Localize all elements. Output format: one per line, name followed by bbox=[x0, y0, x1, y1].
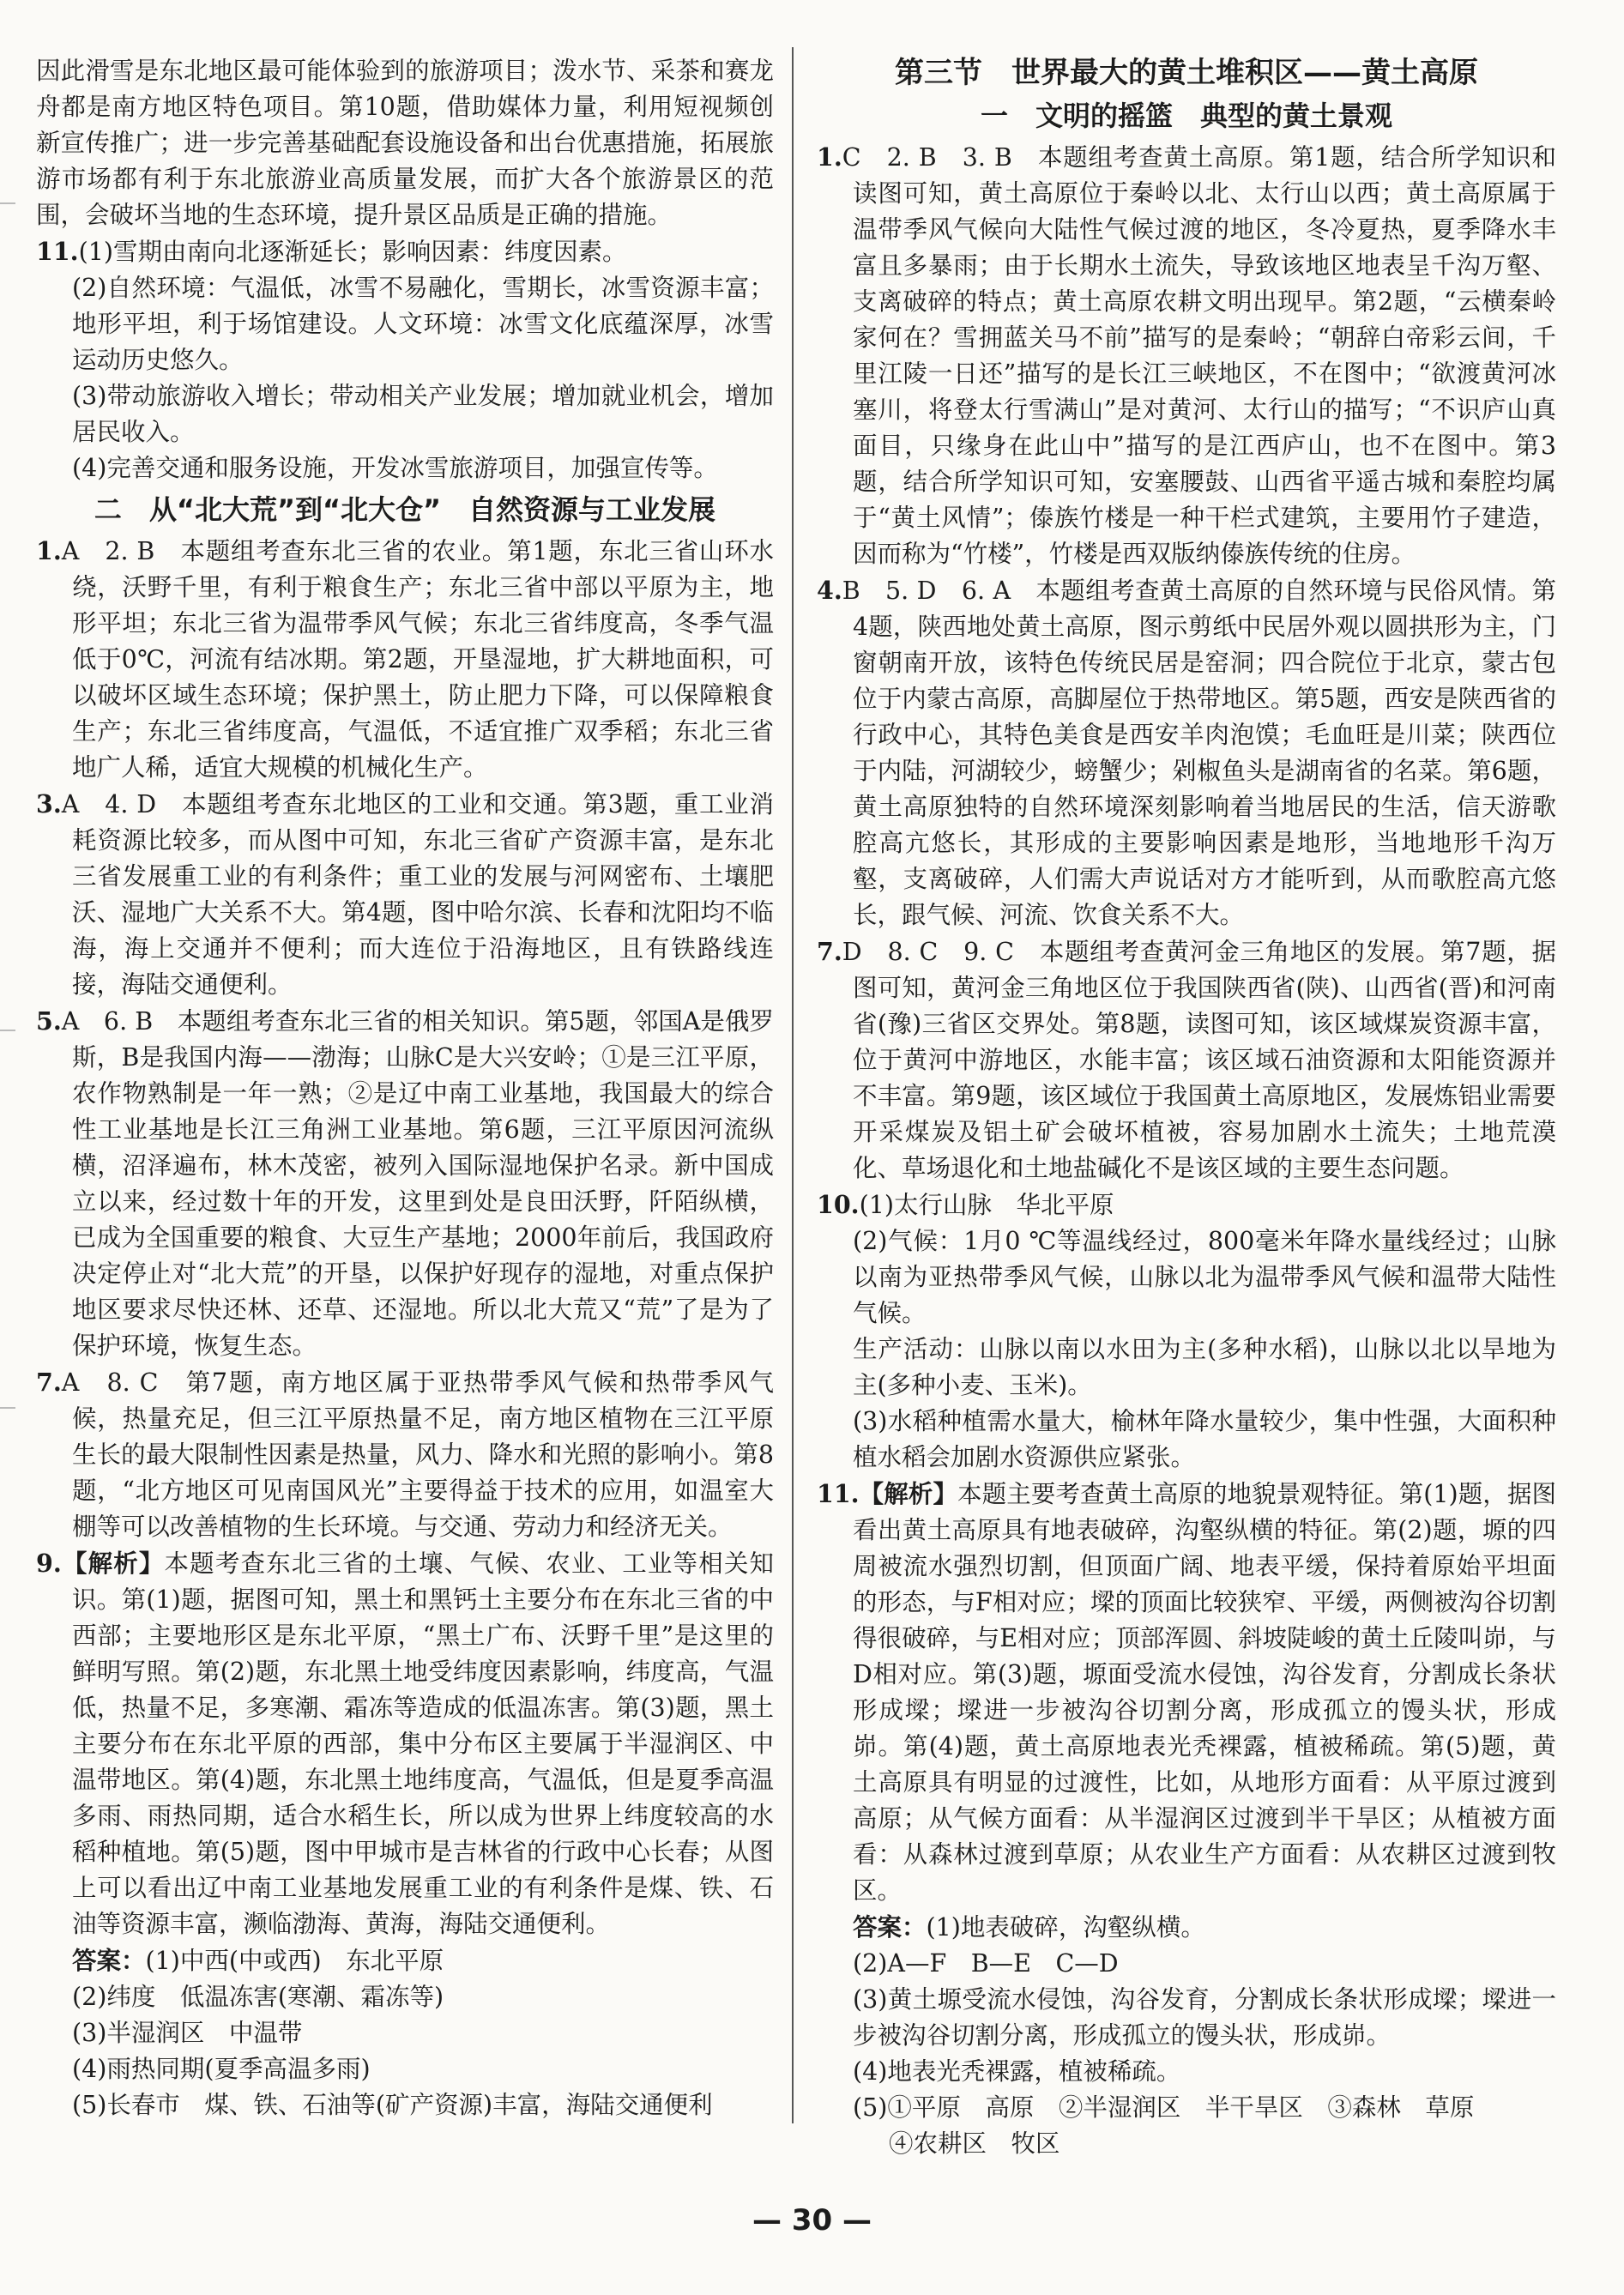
binding-mark bbox=[0, 1030, 15, 1042]
answer-item bbox=[817, 933, 1556, 1187]
column-divider bbox=[792, 47, 794, 2123]
item-number: 10. bbox=[817, 1190, 860, 1219]
sub-answer: (4)地表光秃裸露，植被稀疏。 bbox=[853, 2057, 1181, 2086]
answer-item bbox=[817, 1476, 1556, 1909]
item-number: 9. bbox=[36, 1549, 62, 1578]
item-text: A 2. B 本题组考查东北三省的农业。第1题，东北三省山环水绕，沃野千里，有利于粮食生产；东北三省中部以平原为主，地形平坦；东北三省为温带季风气候；东北三省纬度高，冬季气温低于0℃，河流有结冰期。第2题，开垦湿地，扩大耕地面积，可以破坏区域生态环境；保护黑土，防止肥力下降，可以保障粮食生产；东北三省纬度高，气温低，不适宜推广双季稻；东北三省地广人稀，适宜大规模的机械化生产。 bbox=[61, 537, 774, 782]
answer-label: 答案： bbox=[853, 1912, 927, 1942]
item-text: A 8. C 第7题，南方地区属于亚热带季风气候和热带季风气候，热量充足，但三江平原热量不足，南方地区植物在三江平原生长的最大限制性因素是热量，风力、降水和光照的影响小。第8题，“北方地区可见南国风光”主要得益于技术的应用，如温室大棚等可以改善植物的生长环境。与交通、劳动力和经济无关。 bbox=[61, 1368, 774, 1541]
answer-text: (1)地表破碎，沟壑纵横。 bbox=[926, 1913, 1205, 1942]
item-text: 本题主要考查黄土高原的地貌景观特征。第(1)题，据图看出黄土高原具有地表破碎，沟壑纵横的特征。第(2)题，塬的四周被流水强烈切割，但顶面广阔、地表平缓，保持着原始平坦面的形态，与F相对应；墚的顶面比较狭窄、平缓，两侧被沟谷切割得很破碎，与E相对应；顶部浑圆、斜坡陡峻的黄土丘陵叫峁，与D相对应。第(3)题，塬面受流水侵蚀，沟谷发育，分割成长条状形成墚；墚进一步被沟谷切割分离，形成孤立的馒头状，形成峁。第(4)题，黄土高原地表光秃裸露，植被稀疏。第(5)题，黄土高原具有明显的过渡性，比如，从地形方面看：从平原过渡到高原；从气候方面看：从半湿润区过渡到半干旱区；从植被方面看：从森林过渡到草原；从农业生产方面看：从农耕区过渡到牧区。 bbox=[853, 1480, 1556, 1905]
sub-answer: (2)纬度 低温冻害(寒潮、霜冻等) bbox=[72, 1983, 444, 2011]
answer-item bbox=[36, 533, 774, 786]
item-number: 1. bbox=[817, 142, 842, 172]
item-text: (1)太行山脉 华北平原 bbox=[859, 1191, 1114, 1219]
sub-answer: (2)A—F B—E C—D bbox=[853, 1949, 1119, 1978]
sub-answer: 生产活动：山脉以南以水田为主(多种水稻)，山脉以北以旱地为主(多种小麦、玉米)。 bbox=[853, 1335, 1556, 1399]
right-column bbox=[817, 53, 1556, 2162]
answer-line bbox=[817, 1909, 1556, 1946]
section-title: 第三节 世界最大的黄土堆积区——黄土高原 bbox=[895, 56, 1478, 90]
page-number: — 30 — bbox=[752, 2203, 872, 2238]
item-number: 11. bbox=[36, 237, 79, 266]
sub-answer: (3)半湿润区 中温带 bbox=[72, 2019, 303, 2047]
answer-item bbox=[817, 572, 1556, 933]
answer-item bbox=[36, 1545, 774, 1942]
item-number: 1. bbox=[36, 536, 62, 565]
continued-paragraph: 因此滑雪是东北地区最可能体验到的旅游项目；泼水节、采茶和赛龙舟都是南方地区特色项目。第10题，借助媒体力量，利用短视频创新宣传推广；进一步完善基础配套设施设备和出台优惠措施，拓展旅游市场都有利于东北旅游业高质量发展，而扩大各个旅游景区的范围，会破坏当地的生态环境，提升景区品质是正确的措施。 bbox=[36, 57, 774, 229]
item-number: 11. bbox=[817, 1479, 860, 1508]
sub-answer: (5)长春市 煤、铁、石油等(矿产资源)丰富，海陆交通便利 bbox=[72, 2091, 713, 2119]
subsection-heading: 二 从“北大荒”到“北大仓” 自然资源与工业发展 bbox=[94, 493, 716, 526]
answer-item bbox=[817, 139, 1556, 572]
item-text: A 6. B 本题组考查东北三省的相关知识。第5题，邻国A是俄罗斯，B是我国内海——渤海；山脉C是大兴安岭；①是三江平原，农作物熟制是一年一熟；②是辽中南工业基地，我国最大的综合性工业基地是长江三角洲工业基地。第6题，三江平原因河流纵横，沼泽遍布，林木茂密，被列入国际湿地保护名录。新中国成立以来，经过数十年的开发，这里到处是良田沃野，阡陌纵横，已成为全国重要的粮食、大豆生产基地；2000年前后，我国政府决定停止对“北大荒”的开垦，以保护好现存的湿地，对重点保护地区要求尽快还林、还草、还湿地。所以北大荒又“荒”了是为了保护环境，恢复生态。 bbox=[61, 1007, 774, 1360]
item-text: A 4. D 本题组考查东北地区的工业和交通。第3题，重工业消耗资源比较多，而从图中可知，东北三省矿产资源丰富，是东北三省发展重工业的有利条件；重工业的发展与河网密布、土壤肥沃、湿地广大关系不大。第4题，图中哈尔滨、长春和沈阳均不临海，海上交通并不便利；而大连位于沿海地区，且有铁路线连接，海陆交通便利。 bbox=[61, 790, 774, 999]
analysis-label: 【解析】 bbox=[859, 1479, 958, 1508]
item-number: 4. bbox=[817, 576, 842, 605]
sub-answer: (3)带动旅游收入增长；带动相关产业发展；增加就业机会，增加居民收入。 bbox=[72, 382, 774, 446]
sub-answer: (3)水稻种植需水量大，榆林年降水量较少，集中性强，大面积种植水稻会加剧水资源供应紧张。 bbox=[853, 1407, 1556, 1471]
sub-answer: (4)雨热同期(夏季高温多雨) bbox=[72, 2055, 371, 2083]
analysis-label: 【解析】 bbox=[61, 1549, 165, 1578]
answer-line bbox=[36, 1942, 774, 1979]
sub-answer: (2)自然环境：气温低，冰雪不易融化，雪期长，冰雪资源丰富；地形平坦，利于场馆建设。人文环境：冰雪文化底蕴深厚，冰雪运动历史悠久。 bbox=[72, 274, 774, 374]
item-text: B 5. D 6. A 本题组考查黄土高原的自然环境与民俗风情。第4题，陕西地处黄土高原，图示剪纸中民居外观以圆拱形为主，门窗朝南开放，该特色传统民居是窑洞；四合院位于北京，蒙古包位于内蒙古高原，高脚屋位于热带地区。第5题，西安是陕西省的行政中心，其特色美食是西安羊肉泡馍；毛血旺是川菜；陕西位于内陆，河湖较少，螃蟹少；剁椒鱼头是湖南省的名菜。第6题，黄土高原独特的自然环境深刻影响着当地居民的生活，信天游歌腔高亢悠长，其形成的主要影响因素是地形，当地地形千沟万壑，支离破碎，人们需大声说话对方才能听到，从而歌腔高亢悠长，跟气候、河流、饮食关系不大。 bbox=[842, 577, 1556, 929]
item-number: 5. bbox=[36, 1006, 62, 1036]
item-number: 7. bbox=[817, 937, 842, 966]
left-column bbox=[36, 53, 774, 2123]
binding-mark bbox=[0, 1407, 15, 1419]
item-text: C 2. B 3. B 本题组考查黄土高原。第1题，结合所学知识和读图可知，黄土高原位于秦岭以北、太行山以西；黄土高原属于温带季风气候向大陆性气候过渡的地区，冬冷夏热，夏季降水丰富且多暴雨；由于长期水土流失，导致该地区地表呈千沟万壑、支离破碎的特点；黄土高原农耕文明出现早。第2题，“云横秦岭家何在？雪拥蓝关马不前”描写的是秦岭；“朝辞白帝彩云间，千里江陵一日还”描写的是长江三峡地区，不在图中；“欲渡黄河冰塞川，将登太行雪满山”是对黄河、太行山的描写；“不识庐山真面目，只缘身在此山中”描写的是江西庐山，也不在图中。第3题，结合所学知识可知，安塞腰鼓、山西省平遥古城和秦腔均属于“黄土风情”；傣族竹楼是一种干栏式建筑，主要用竹子建造，因而称为“竹楼”，竹楼是西双版纳傣族传统的住房。 bbox=[842, 143, 1556, 568]
item-text: 本题考查东北三省的土壤、气候、农业、工业等相关知识。第(1)题，据图可知，黑土和黑钙土主要分布在东北三省的中西部；主要地形区是东北平原，“黑土广布、沃野千里”是这里的鲜明写照。第(2)题，东北黑土地受纬度因素影响，纬度高，气温低，热量不足，多寒潮、霜冻等造成的低温冻害。第(3)题，黑土主要分布在东北平原的西部，集中分布区主要属于半湿润区、中温带地区。第(4)题，东北黑土地纬度高，气温低，但是夏季高温多雨、雨热同期，适合水稻生长，所以成为世界上纬度较高的水稻种植地。第(5)题，图中甲城市是吉林省的行政中心长春；从图上可以看出辽中南工业基地发展重工业的有利条件是煤、铁、石油等资源丰富，濒临渤海、黄海，海陆交通便利。 bbox=[72, 1549, 774, 1938]
answer-label: 答案： bbox=[72, 1946, 146, 1975]
item-number: 7. bbox=[36, 1368, 62, 1397]
subsection-heading: 一 文明的摇篮 典型的黄土景观 bbox=[980, 100, 1392, 132]
answer-item bbox=[36, 1003, 774, 1364]
binding-mark bbox=[0, 202, 15, 214]
answer-item bbox=[817, 1187, 1556, 1223]
answer-text: (1)中西(中或西) 东北平原 bbox=[145, 1947, 444, 1975]
sub-answer: (3)黄土塬受流水侵蚀，沟谷发育，分割成长条状形成墚；墚进一步被沟谷切割分离，形成孤立的馒头状，形成峁。 bbox=[853, 1985, 1556, 2050]
sub-answer: (2)气候：1月0 ℃等温线经过，800毫米年降水量线经过；山脉以南为亚热带季风气候，山脉以北为温带季风气候和温带大陆性气候。 bbox=[853, 1227, 1556, 1327]
sub-answer: (5)①平原 高原 ②半湿润区 半干旱区 ③森林 草原 bbox=[853, 2093, 1475, 2122]
item-text: D 8. C 9. C 本题组考查黄河金三角地区的发展。第7题，据图可知，黄河金三角地区位于我国陕西省(陕)、山西省(晋)和河南省(豫)三省区交界处。第8题，读图可知，该区域煤炭资源丰富，位于黄河中游地区，水能丰富；该区域石油资源和太阳能资源并不丰富。第9题，该区域位于我国黄土高原地区，发展炼铝业需要开采煤炭及铝土矿会破坏植被，容易加剧水土流失；土地荒漠化、草场退化和土地盐碱化不是该区域的主要生态问题。 bbox=[842, 938, 1556, 1182]
answer-item bbox=[36, 1364, 774, 1545]
sub-answer: (4)完善交通和服务设施，开发冰雪旅游项目，加强宣传等。 bbox=[72, 454, 718, 482]
answer-item bbox=[36, 233, 774, 270]
answer-item bbox=[36, 786, 774, 1003]
item-text: (1)雪期由南向北逐渐延长；影响因素：纬度因素。 bbox=[78, 238, 627, 266]
sub-answer: ④农耕区 牧区 bbox=[889, 2129, 1060, 2158]
item-number: 3. bbox=[36, 789, 62, 818]
